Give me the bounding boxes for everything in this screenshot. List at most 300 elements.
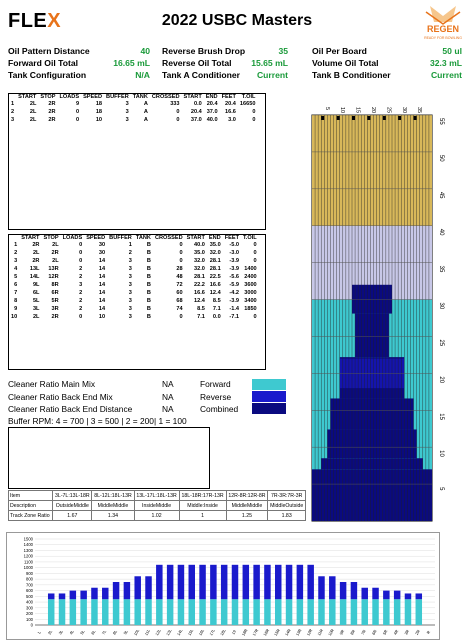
table-cell: 3 [128,298,132,304]
zone-row [9,491,306,501]
ratio-value: NA [162,379,174,389]
table-row [9,241,259,249]
table-cell: 74 [176,306,183,312]
column-header: STOP [40,94,56,100]
table-row [9,297,259,305]
x-tick-label: 15L [186,628,195,637]
table-cell: 28.1 [209,266,221,272]
distance-tick-label: 15 [438,413,444,420]
zone-cell: Item [9,491,53,501]
table-cell: 37.0 [206,109,218,115]
info-label: Reverse Oil Total [162,58,232,68]
zone-row [9,501,306,511]
bar-reverse [340,582,346,599]
table-cell: 3 [128,290,132,296]
table-cell: 0.0 [193,101,202,107]
regen-logo [420,2,466,42]
bar-reverse [307,565,313,599]
y-tick-label: 700 [26,582,33,588]
zone-cell: InsideMiddle [134,501,179,511]
y-tick-label: 800 [26,576,33,582]
table-cell: B [146,250,151,256]
x-tick-label: 7L [100,629,108,636]
table-cell: 7.1 [212,306,221,312]
bar-forward [221,599,227,625]
zone-cell: 18L-18R:17R-13R [179,491,226,501]
table-cell: 30 [98,242,106,248]
table-cell: 60 [176,290,183,296]
table-cell: 18 [95,109,103,115]
bar-reverse [372,588,378,599]
table-cell: 2R [32,242,40,248]
bar-reverse [189,565,195,599]
table-cell: 3400 [244,298,257,304]
table-cell: -7.1 [229,314,239,320]
x-tick-label: L [36,630,42,635]
table-cell: 6 [14,282,18,288]
bar-forward [351,599,357,625]
column-header: START [21,235,40,241]
legend-combined-label: Combined [200,404,239,414]
table-cell: 16.6 [224,109,236,115]
table-cell: 12R [48,274,59,280]
table-cell: 3 [128,266,132,272]
y-tick-label: 200 [26,611,33,617]
table-cell: 0 [79,242,83,248]
table-row [9,305,259,313]
legend-forward-swatch [252,379,286,390]
info-value: Current [256,70,288,80]
cleaner-ratios [0,376,310,426]
column-header: LOADS [62,235,83,241]
target-marker [352,116,355,120]
bar-reverse [405,593,411,599]
column-header: TANK [135,235,151,241]
svg-text:READY FOR BOWLING: READY FOR BOWLING [424,36,462,40]
table-cell: 14 [98,258,106,264]
board-tick-label: 25 [385,107,392,114]
table-cell: 1400 [244,266,257,272]
table-cell: 3 [128,274,132,280]
table-cell: 14 [98,306,106,312]
distance-tick-label: 25 [438,339,444,347]
column-header: END [205,94,218,100]
table-cell: 68 [176,298,183,304]
table-cell: 14 [98,266,106,272]
bar-forward [59,599,65,625]
bar-forward [48,599,54,625]
bar-forward [199,599,205,625]
y-tick-label: 1300 [23,547,33,553]
table-cell: 28 [176,266,183,272]
zone-cell: 8L-12L:18L-13R [92,491,134,501]
column-header: FEET [221,94,236,100]
table-cell: A [143,101,148,107]
table-row [9,265,259,273]
table-cell: B [146,242,151,248]
table-cell: 3R [51,306,59,312]
column-header: CROSSED [151,94,180,100]
target-marker [398,116,401,120]
bar-forward [416,599,422,625]
column-header: CROSSED [154,235,183,241]
bar-forward [113,599,119,625]
table-cell: 32.0 [193,258,205,264]
table-cell: 8R [51,282,59,288]
bar-forward [102,599,108,625]
bar-reverse [48,593,54,599]
ratio-value: NA [162,404,174,414]
info-label: Forward Oil Total [8,58,79,68]
info-label: Oil Per Board [312,46,367,56]
table-cell: 0 [179,314,183,320]
table-cell: 30 [98,250,106,256]
bar-forward [286,599,292,625]
board-tick-label: 10 [339,107,346,114]
table-cell: B [146,290,151,296]
x-tick-label: 13L [164,628,173,637]
table-cell: -3.9 [229,258,239,264]
table-cell: -3.9 [229,298,239,304]
bar-forward [275,599,281,625]
bar-forward [156,599,162,625]
table-cell: 10 [98,314,106,320]
table-cell: 3 [128,282,132,288]
table-cell: 2R [51,314,59,320]
column-header: T.OIL [241,94,256,100]
board-tick-label: 15 [354,107,361,114]
board-tick-label: 5 [323,107,330,111]
table-cell: 16.6 [209,282,221,288]
table-cell: 3L [32,306,40,312]
table-cell: 6L [32,290,40,296]
column-header: FEET [224,235,239,241]
table-cell: 0 [252,109,256,115]
bar-forward [394,599,400,625]
x-tick-label: 11L [143,628,151,637]
lane-reverse-oil [312,469,432,521]
zone-cell: 12R-8R:12R-8R [226,491,268,501]
y-tick-label: 900 [26,570,33,576]
x-tick-label: 5R [381,628,389,636]
page-title: 2022 USBC Masters [161,12,313,29]
table-cell: 3 [128,258,132,264]
table-cell: 9 [14,306,18,312]
x-tick-label: 14L [175,628,184,637]
bar-reverse [253,565,259,599]
x-tick-label: 3R [403,628,411,636]
table-cell: B [146,266,151,272]
table-row [9,116,257,124]
table-cell: 2L [29,101,37,107]
table-row [9,257,259,265]
table-cell: 2R [48,109,56,115]
target-marker [383,116,386,120]
table-cell: 14 [98,290,106,296]
table-cell: -3.9 [229,266,239,272]
table-cell: 0 [75,109,80,115]
distance-tick-label: 40 [438,228,444,236]
table-row [9,273,259,281]
bar-forward [91,599,97,625]
info-value: 15.65 mL [251,58,288,68]
zone-cell: Middle:Inside [179,501,226,511]
bar-forward [232,599,238,625]
x-tick-label: 11R [316,627,325,637]
table-cell: 2 [11,109,15,115]
table-row [9,281,259,289]
bar-reverse [167,565,173,599]
x-tick-label: 15R [272,627,281,637]
buffer-rpm: Buffer RPM: 4 = 700 | 3 = 500 | 2 = 200| 1 = 100 [8,416,187,426]
column-header: BUFFER [109,235,132,241]
table-cell: 12.4 [209,290,221,296]
info-label: Oil Pattern Distance [8,46,90,56]
ratio-label: Cleaner Ratio Back End Distance [8,404,133,414]
zone-cell: 1.25 [226,511,268,521]
notes-box [8,427,210,489]
table-cell: 8.5 [212,298,221,304]
table-cell: 6R [51,290,59,296]
x-tick-label: 3L [57,629,65,636]
bar-reverse [297,565,303,599]
table-row [9,249,259,257]
table-cell: 13R [48,266,59,272]
y-tick-label: 0 [30,622,33,628]
table-row [9,313,259,321]
table-cell: 14 [98,274,106,280]
x-tick-label: 17R [251,627,260,637]
x-tick-label: 8L [111,629,119,636]
table-cell: 0 [253,314,257,320]
table-cell: 16650 [239,101,256,107]
x-tick-label: 8R [349,628,357,636]
table-cell: 3 [11,117,15,123]
bar-forward [361,599,367,625]
table-cell: A [143,117,148,123]
zone-cell: 1.34 [92,511,134,521]
table-cell: 5L [32,298,40,304]
zone-cell: MiddleMiddle [92,501,134,511]
x-tick-label: 9L [122,629,129,636]
table-cell: 3 [128,314,132,320]
table-cell: 0 [253,250,257,256]
table-cell: 2L [29,109,37,115]
reverse-steps-table [9,235,259,321]
table-cell: 2L [29,117,37,123]
lane-oil-graphic [310,95,470,523]
table-cell: 0 [253,258,257,264]
table-cell: 3 [128,306,132,312]
zone-cell: MiddleMiddle [226,501,268,511]
table-cell: 2 [79,306,83,312]
zone-cell: 1.67 [53,511,92,521]
info-value: Current [430,70,462,80]
x-tick-label: 13R [294,627,303,637]
x-tick-label: 9R [338,628,346,636]
x-tick-label: 7R [359,628,367,636]
table-cell: 1 [14,242,18,248]
table-cell: -4.2 [229,290,239,296]
table-cell: 0 [75,117,80,123]
board-tick-label: 20 [370,107,376,114]
table-cell: 40.0 [193,242,205,248]
bar-reverse [232,565,238,599]
table-cell: 2L [32,314,40,320]
table-cell: 14 [98,282,106,288]
distance-tick-label: 20 [438,376,444,384]
table-cell: 0 [79,250,83,256]
info-label: Tank Configuration [8,70,87,80]
table-cell: 3 [125,101,129,107]
bar-forward [264,599,270,625]
x-tick-label: 6L [89,629,97,636]
table-cell: 0 [253,242,257,248]
forward-steps-table [9,94,257,124]
table-cell: 2 [79,274,83,280]
table-cell: 0 [176,117,180,123]
x-tick-label: 19 [230,629,237,636]
table-cell: 9L [32,282,40,288]
bar-reverse [80,591,86,600]
table-cell: 2L [52,242,59,248]
bar-forward [372,599,378,625]
bar-reverse [394,591,400,600]
lane-reverse-oil [355,314,389,358]
x-tick-label: 14R [283,627,292,637]
column-header: SPEED [83,94,103,100]
board-tick-label: 30 [400,107,407,114]
bar-reverse [221,565,227,599]
x-tick-label: 18L [219,628,227,637]
table-cell: 0 [79,314,83,320]
x-tick-label: 6R [370,628,378,636]
bar-reverse [361,588,367,599]
x-tick-label: 2L [46,629,54,636]
table-cell: B [146,274,151,280]
x-tick-label: 5L [79,629,86,636]
table-cell: -1.4 [229,306,239,312]
info-label: Tank B Conditioner [312,70,391,80]
table-cell: 20.4 [206,101,218,107]
table-cell: 2L [52,258,59,264]
zone-cell: 1 [179,511,226,521]
column-header: STOP [43,235,59,241]
info-value: N/A [135,70,150,80]
zone-cell: 7R-3R:7R-3R [268,491,306,501]
y-tick-label: 1100 [23,559,33,565]
lane-dry-zone [312,115,432,226]
column-header: LOADS [59,94,80,100]
bar-forward [405,599,411,625]
table-cell: 2R [32,258,40,264]
target-marker [321,116,324,120]
bar-forward [329,599,335,625]
bar-reverse [329,576,335,599]
oil-distribution-chart [6,532,440,640]
table-cell: 28.1 [193,274,205,280]
table-cell: B [146,306,151,312]
table-cell: 14L [29,274,40,280]
bar-forward [243,599,249,625]
zone-cell: 1.02 [134,511,179,521]
x-tick-label: 16R [262,627,271,637]
table-cell: 40.0 [206,117,218,123]
table-cell: 2 [79,266,83,272]
bar-reverse [156,565,162,599]
table-cell: 0 [179,258,183,264]
bar-forward [178,599,184,625]
zone-cell: 1.83 [268,511,306,521]
table-row [9,289,259,297]
table-cell: 37.0 [190,117,202,123]
table-cell: 3600 [244,282,257,288]
x-tick-label: 12L [154,628,162,637]
target-marker [414,116,417,120]
bar-reverse [383,591,389,600]
ratio-label: Cleaner Ratio Main Mix [8,379,96,389]
zone-cell: MiddleOutside [268,501,306,511]
table-cell: A [143,109,148,115]
table-cell: 4 [14,266,18,272]
table-cell: B [146,282,151,288]
table-cell: 16.6 [193,290,205,296]
bar-reverse [102,588,108,599]
legend-reverse-swatch [252,391,286,402]
x-tick-label: 2R [414,628,421,636]
table-cell: 1850 [244,306,257,312]
table-cell: -5.0 [229,242,239,248]
bar-forward [167,599,173,625]
x-tick-label: 17L [208,628,216,637]
y-tick-label: 1200 [23,553,33,559]
table-cell: 13L [29,266,40,272]
bar-reverse [351,582,357,599]
bar-reverse [416,593,422,599]
table-cell: 10 [11,314,18,320]
table-cell: 3 [79,282,83,288]
info-label: Reverse Brush Drop [162,46,246,56]
table-cell: B [146,298,151,304]
table-cell: 3 [14,258,18,264]
zone-cell: 3L-7L:13L-18R [53,491,92,501]
bar-reverse [70,591,76,600]
table-cell: 0 [79,258,83,264]
table-cell: 0.0 [212,314,221,320]
table-cell: 1 [128,242,132,248]
bar-reverse [243,565,249,599]
column-header: END [208,235,221,241]
table-cell: 20.4 [224,101,236,107]
info-value: 16.65 mL [113,58,150,68]
y-tick-label: 300 [26,605,33,611]
bar-forward [318,599,324,625]
table-cell: 2 [79,290,83,296]
bar-forward [307,599,313,625]
bar-forward [210,599,216,625]
table-cell: 0 [252,117,256,123]
bar-forward [383,599,389,625]
lane-reverse-oil [327,429,416,458]
x-tick-label: 16L [197,628,206,637]
table-cell: 12.4 [193,298,205,304]
table-cell: 28.1 [209,258,221,264]
x-tick-label: 4R [392,628,400,636]
bar-reverse [59,593,65,599]
target-marker [367,116,370,120]
column-header: START [183,94,202,100]
column-header: SPEED [86,235,106,241]
